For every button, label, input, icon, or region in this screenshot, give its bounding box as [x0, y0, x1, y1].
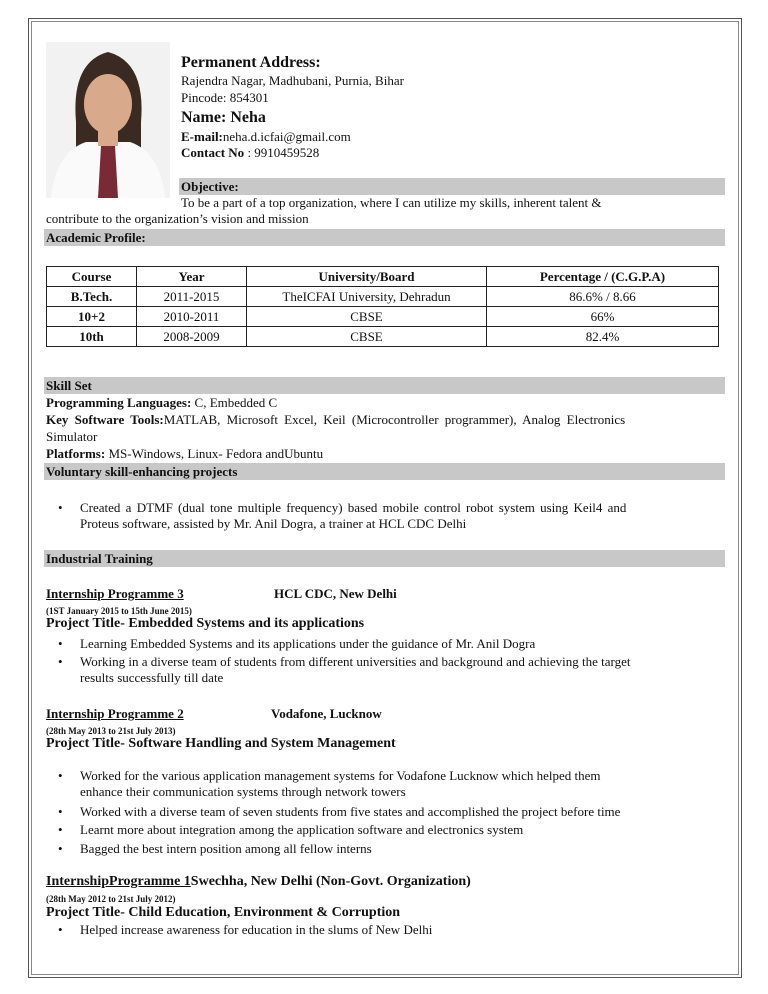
table-row — [47, 287, 719, 307]
academic-table — [46, 266, 719, 347]
internship-3-dates: (1ST January 2015 to 15th June 2015) — [46, 606, 192, 616]
objective-text-1: To be a part of a top organization, where I can utilize my skills, inherent talent & — [181, 195, 602, 210]
label: Programming Languages: — [46, 395, 192, 410]
cell: TheICFAI University, Dehradun — [247, 287, 487, 307]
objective-text-2: contribute to the organization’s vision and mission — [46, 211, 309, 226]
table-header-row — [47, 267, 719, 287]
contact: : 9910459528 — [244, 145, 320, 160]
programming-languages — [46, 395, 277, 411]
email-line — [181, 129, 351, 145]
list-item: • Learnt more about integration among the application software and electronics system — [80, 821, 523, 838]
contact-line — [181, 145, 319, 161]
col-percentage: Percentage / (C.G.P.A) — [487, 267, 719, 287]
list-item: • Worked with a diverse team of seven students from five states and accomplished the project before time — [80, 803, 620, 820]
list-item-cont: enhance their communication systems through network towers — [80, 784, 406, 799]
name: Name: Neha — [181, 109, 266, 126]
cell: CBSE — [247, 307, 487, 327]
cell: 86.6% / 8.66 — [487, 287, 719, 307]
internship-2-title: Internship Programme 2 — [46, 706, 184, 721]
value: C, Embedded C — [191, 395, 278, 410]
list-item: • Working in a diverse team of students from different universities and background and achieving the target — [80, 653, 630, 670]
cell: 2011-2015 — [137, 287, 247, 307]
voluntary-heading: Voluntary skill-enhancing projects — [44, 463, 725, 480]
cell: B.Tech. — [47, 287, 137, 307]
internship-1-org: Swechha, New Delhi (Non-Govt. Organization) — [190, 874, 471, 889]
list-item: • Learning Embedded Systems and its applications under the guidance of Mr. Anil Dogra — [80, 635, 535, 652]
list-item-cont: results successfully till date — [80, 670, 224, 685]
list-item-cont: Proteus software, assisted by Mr. Anil Dogra, a trainer at HCL CDC Delhi — [80, 516, 467, 531]
internship-1-project: Project Title- Child Education, Environment & Corruption — [46, 905, 401, 920]
objective-heading: Objective: — [179, 178, 725, 195]
address-label: Permanent Address: — [181, 54, 321, 71]
table-row — [47, 307, 719, 327]
cell: 10th — [47, 327, 137, 347]
software-tools — [46, 412, 625, 428]
table-row — [47, 327, 719, 347]
skills-heading: Skill Set — [44, 377, 725, 394]
contact-label: Contact No — [181, 145, 245, 160]
col-year: Year — [137, 267, 247, 287]
internship-2-dates: (28th May 2013 to 21st July 2013) — [46, 726, 176, 736]
pincode: Pincode: 854301 — [181, 90, 269, 105]
academic-heading: Academic Profile: — [44, 229, 725, 246]
internship-3-title: Internship Programme 3 — [46, 586, 184, 601]
value: MS-Windows, Linux- Fedora andUbuntu — [105, 446, 324, 461]
address: Rajendra Nagar, Madhubani, Purnia, Bihar — [181, 73, 404, 88]
label: Platforms: — [46, 446, 106, 461]
cell: 2010-2011 — [137, 307, 247, 327]
col-course: Course — [47, 267, 137, 287]
software-tools-2: Simulator — [46, 429, 98, 444]
cell: CBSE — [247, 327, 487, 347]
col-university: University/Board — [247, 267, 487, 287]
label: Key Software Tools: — [46, 412, 164, 427]
internship-1-title: InternshipProgramme 1 — [46, 874, 191, 889]
email-label: E-mail: — [181, 129, 223, 144]
cell: 2008-2009 — [137, 327, 247, 347]
email: neha.d.icfai@gmail.com — [222, 129, 351, 144]
internship-3-project: Project Title- Embedded Systems and its applications — [46, 616, 365, 631]
list-item: • Helped increase awareness for education in the slums of New Delhi — [80, 921, 432, 938]
internship-1-dates: (28th May 2012 to 21st July 2012) — [46, 894, 176, 904]
platforms — [46, 446, 323, 462]
list-item: • Bagged the best intern position among all fellow interns — [80, 840, 372, 857]
internship-2-org: Vodafone, Lucknow — [271, 706, 382, 721]
cell: 10+2 — [47, 307, 137, 327]
industrial-heading: Industrial Training — [44, 550, 725, 567]
internship-3-org: HCL CDC, New Delhi — [274, 586, 397, 601]
profile-photo — [46, 42, 170, 198]
cell: 82.4% — [487, 327, 719, 347]
cell: 66% — [487, 307, 719, 327]
internship-1-heading — [46, 874, 471, 890]
list-item: • Worked for the various application management systems for Vodafone Lucknow which helped them — [80, 767, 601, 784]
internship-2-project: Project Title- Software Handling and System Management — [46, 736, 396, 751]
list-item: • Created a DTMF (dual tone multiple frequency) based mobile control robot system using Keil4 and — [80, 499, 626, 516]
value: MATLAB, Microsoft Excel, Keil (Microcontroller programmer), Analog Electronics — [163, 412, 626, 427]
